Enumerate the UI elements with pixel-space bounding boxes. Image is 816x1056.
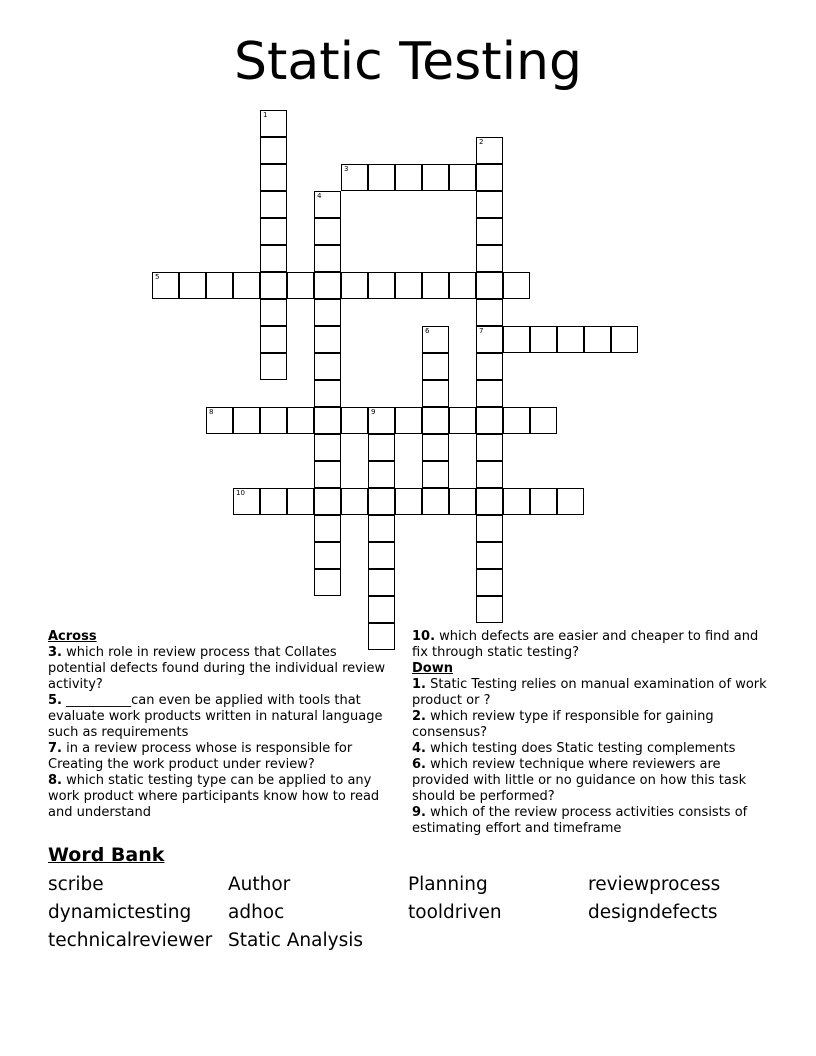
- crossword-cell[interactable]: [260, 164, 287, 191]
- crossword-cell[interactable]: [476, 191, 503, 218]
- crossword-cell[interactable]: [314, 569, 341, 596]
- crossword-cell[interactable]: [503, 272, 530, 299]
- crossword-cell[interactable]: [530, 407, 557, 434]
- clue-number: 3.: [48, 645, 62, 660]
- crossword-cell[interactable]: [503, 326, 530, 353]
- crossword-cell[interactable]: [233, 407, 260, 434]
- crossword-cell[interactable]: [449, 488, 476, 515]
- crossword-cell[interactable]: [476, 299, 503, 326]
- crossword-cell[interactable]: [422, 434, 449, 461]
- crossword-cell[interactable]: [422, 488, 449, 515]
- across-clue-10: [412, 629, 772, 661]
- down-clue-1: [412, 677, 772, 709]
- crossword-cell[interactable]: [476, 245, 503, 272]
- clue-number-label: 3: [344, 165, 349, 173]
- clue-number-label: 2: [479, 138, 484, 146]
- crossword-cell[interactable]: [503, 407, 530, 434]
- clue-number: 1.: [412, 677, 426, 692]
- crossword-cell[interactable]: [530, 488, 557, 515]
- crossword-cell[interactable]: [422, 461, 449, 488]
- clue-number-label: 1: [263, 111, 268, 119]
- crossword-cell[interactable]: [314, 515, 341, 542]
- crossword-cell[interactable]: [341, 407, 368, 434]
- crossword-cell[interactable]: [422, 353, 449, 380]
- crossword-cell[interactable]: [395, 164, 422, 191]
- clue-number: 5.: [48, 693, 62, 708]
- word-bank-item: scribe: [48, 874, 104, 895]
- crossword-cell[interactable]: [476, 407, 503, 434]
- clue-number: 8.: [48, 773, 62, 788]
- crossword-cell[interactable]: [314, 461, 341, 488]
- crossword-cell[interactable]: [476, 542, 503, 569]
- crossword-cell[interactable]: [287, 488, 314, 515]
- crossword-cell[interactable]: [476, 353, 503, 380]
- word-bank-item: Planning: [408, 874, 488, 895]
- crossword-cell[interactable]: [476, 326, 503, 353]
- crossword-cell[interactable]: [260, 326, 287, 353]
- crossword-cell[interactable]: [476, 218, 503, 245]
- crossword-cell[interactable]: [260, 272, 287, 299]
- clue-number-label: 9: [371, 408, 376, 416]
- down-clue-9: [412, 805, 772, 837]
- crossword-cell[interactable]: [368, 596, 395, 623]
- crossword-cell[interactable]: [476, 434, 503, 461]
- crossword-cell[interactable]: [584, 326, 611, 353]
- word-bank-title: Word Bank: [48, 844, 165, 866]
- crossword-cell[interactable]: [557, 488, 584, 515]
- crossword-cell[interactable]: [557, 326, 584, 353]
- across-clue-3: [48, 645, 398, 693]
- crossword-cell[interactable]: [368, 434, 395, 461]
- down-heading: Down: [412, 661, 453, 676]
- crossword-cell[interactable]: [422, 164, 449, 191]
- crossword-cell[interactable]: [341, 488, 368, 515]
- word-bank-item: tooldriven: [408, 902, 502, 923]
- crossword-cell[interactable]: [395, 488, 422, 515]
- crossword-cell[interactable]: [476, 569, 503, 596]
- clue-text: which defects are easier and cheaper to find and fix through static testing?: [412, 629, 759, 660]
- crossword-cell[interactable]: [341, 164, 368, 191]
- crossword-cell[interactable]: [368, 569, 395, 596]
- crossword-cell[interactable]: [260, 218, 287, 245]
- word-bank-item: designdefects: [588, 902, 718, 923]
- clue-text: Static Testing relies on manual examination of work product or ?: [412, 677, 767, 708]
- crossword-cell[interactable]: [476, 380, 503, 407]
- crossword-cell[interactable]: [476, 164, 503, 191]
- down-clue-6: [412, 757, 772, 805]
- word-bank-item: Author: [228, 874, 291, 895]
- crossword-cell[interactable]: [422, 326, 449, 353]
- crossword-cell[interactable]: [368, 272, 395, 299]
- crossword-cell[interactable]: [314, 191, 341, 218]
- clue-text: in a review process whose is responsible for Creating the work product under review?: [48, 741, 353, 772]
- crossword-cell[interactable]: [368, 488, 395, 515]
- clue-number: 4.: [412, 741, 426, 756]
- crossword-cell[interactable]: [206, 407, 233, 434]
- crossword-cell[interactable]: [314, 353, 341, 380]
- clue-number: 6.: [412, 757, 426, 772]
- crossword-cell[interactable]: [260, 353, 287, 380]
- across-clue-8: [48, 773, 398, 821]
- clue-number-label: 10: [236, 489, 245, 497]
- crossword-cell[interactable]: [368, 461, 395, 488]
- clue-text: which of the review process activities consists of estimating effort and timeframe: [412, 805, 748, 836]
- crossword-cell[interactable]: [395, 272, 422, 299]
- clues-right-column: [412, 629, 772, 837]
- down-clue-2: [412, 709, 772, 741]
- crossword-cell[interactable]: [476, 596, 503, 623]
- crossword-cell[interactable]: [476, 515, 503, 542]
- crossword-cell[interactable]: [395, 407, 422, 434]
- crossword-cell[interactable]: [503, 488, 530, 515]
- crossword-cell[interactable]: [314, 299, 341, 326]
- crossword-cell[interactable]: [449, 164, 476, 191]
- crossword-cell[interactable]: [422, 380, 449, 407]
- crossword-cell[interactable]: [530, 326, 557, 353]
- crossword-cell[interactable]: [260, 245, 287, 272]
- clue-number: 9.: [412, 805, 426, 820]
- word-bank-item: Static Analysis: [228, 930, 364, 951]
- crossword-cell[interactable]: [260, 488, 287, 515]
- crossword-cell[interactable]: [260, 191, 287, 218]
- word-bank-item: dynamictesting: [48, 902, 192, 923]
- crossword-cell[interactable]: [233, 272, 260, 299]
- crossword-cell[interactable]: [611, 326, 638, 353]
- word-bank-item: adhoc: [228, 902, 285, 923]
- word-bank-item: reviewprocess: [588, 874, 721, 895]
- clue-number: 2.: [412, 709, 426, 724]
- crossword-cell[interactable]: [368, 515, 395, 542]
- down-clue-4: [412, 741, 772, 757]
- crossword-cell[interactable]: [287, 272, 314, 299]
- crossword-cell[interactable]: [233, 488, 260, 515]
- crossword-cell[interactable]: [206, 272, 233, 299]
- crossword-cell[interactable]: [476, 461, 503, 488]
- across-clue-7: [48, 741, 398, 773]
- page-title: Static Testing: [233, 32, 583, 92]
- crossword-cell[interactable]: [260, 110, 287, 137]
- crossword-cell[interactable]: [314, 272, 341, 299]
- crossword-cell[interactable]: [179, 272, 206, 299]
- crossword-cell[interactable]: [314, 488, 341, 515]
- crossword-cell[interactable]: [314, 380, 341, 407]
- crossword-cell[interactable]: [314, 218, 341, 245]
- clue-number-label: 6: [425, 327, 430, 335]
- clue-text: which review technique where reviewers are provided with little or no guidance on how this task should be performed?: [412, 757, 747, 804]
- clue-number-label: 5: [155, 273, 160, 281]
- clue-text: which review type if responsible for gaining consensus?: [412, 709, 714, 740]
- clues-left-column: [48, 629, 398, 821]
- crossword-cell[interactable]: [152, 272, 179, 299]
- crossword-cell[interactable]: [314, 407, 341, 434]
- clue-text: __________can even be applied with tools that evaluate work products written in natural language such as requirements: [48, 693, 383, 740]
- clue-text: which testing does Static testing complements: [430, 741, 736, 756]
- crossword-cell[interactable]: [368, 407, 395, 434]
- clue-number-label: 8: [209, 408, 214, 416]
- crossword-cell[interactable]: [314, 326, 341, 353]
- clue-number-label: 4: [317, 192, 322, 200]
- clue-number-label: 7: [479, 327, 484, 335]
- crossword-cell[interactable]: [314, 245, 341, 272]
- crossword-cell[interactable]: [476, 488, 503, 515]
- crossword-cell[interactable]: [368, 164, 395, 191]
- crossword-cell[interactable]: [314, 434, 341, 461]
- crossword-cell[interactable]: [449, 272, 476, 299]
- crossword-cell[interactable]: [368, 542, 395, 569]
- clue-number: 7.: [48, 741, 62, 756]
- across-heading: Across: [48, 629, 97, 644]
- crossword-cell[interactable]: [422, 407, 449, 434]
- crossword-cell[interactable]: [260, 407, 287, 434]
- crossword-cell[interactable]: [287, 407, 314, 434]
- crossword-cell[interactable]: [260, 299, 287, 326]
- crossword-cell[interactable]: [341, 272, 368, 299]
- across-clue-5: [48, 693, 398, 741]
- crossword-cell[interactable]: [476, 272, 503, 299]
- clue-text: which role in review process that Collates potential defects found during the individual review activity?: [48, 645, 386, 692]
- word-bank-item: technicalreviewer: [48, 930, 213, 951]
- crossword-cell[interactable]: [314, 542, 341, 569]
- crossword-cell[interactable]: [260, 137, 287, 164]
- clue-text: which static testing type can be applied to any work product where participants know how to read and understand: [48, 773, 380, 820]
- clue-number: 10.: [412, 629, 436, 644]
- crossword-cell[interactable]: [476, 137, 503, 164]
- crossword-cell[interactable]: [422, 272, 449, 299]
- crossword-cell[interactable]: [449, 407, 476, 434]
